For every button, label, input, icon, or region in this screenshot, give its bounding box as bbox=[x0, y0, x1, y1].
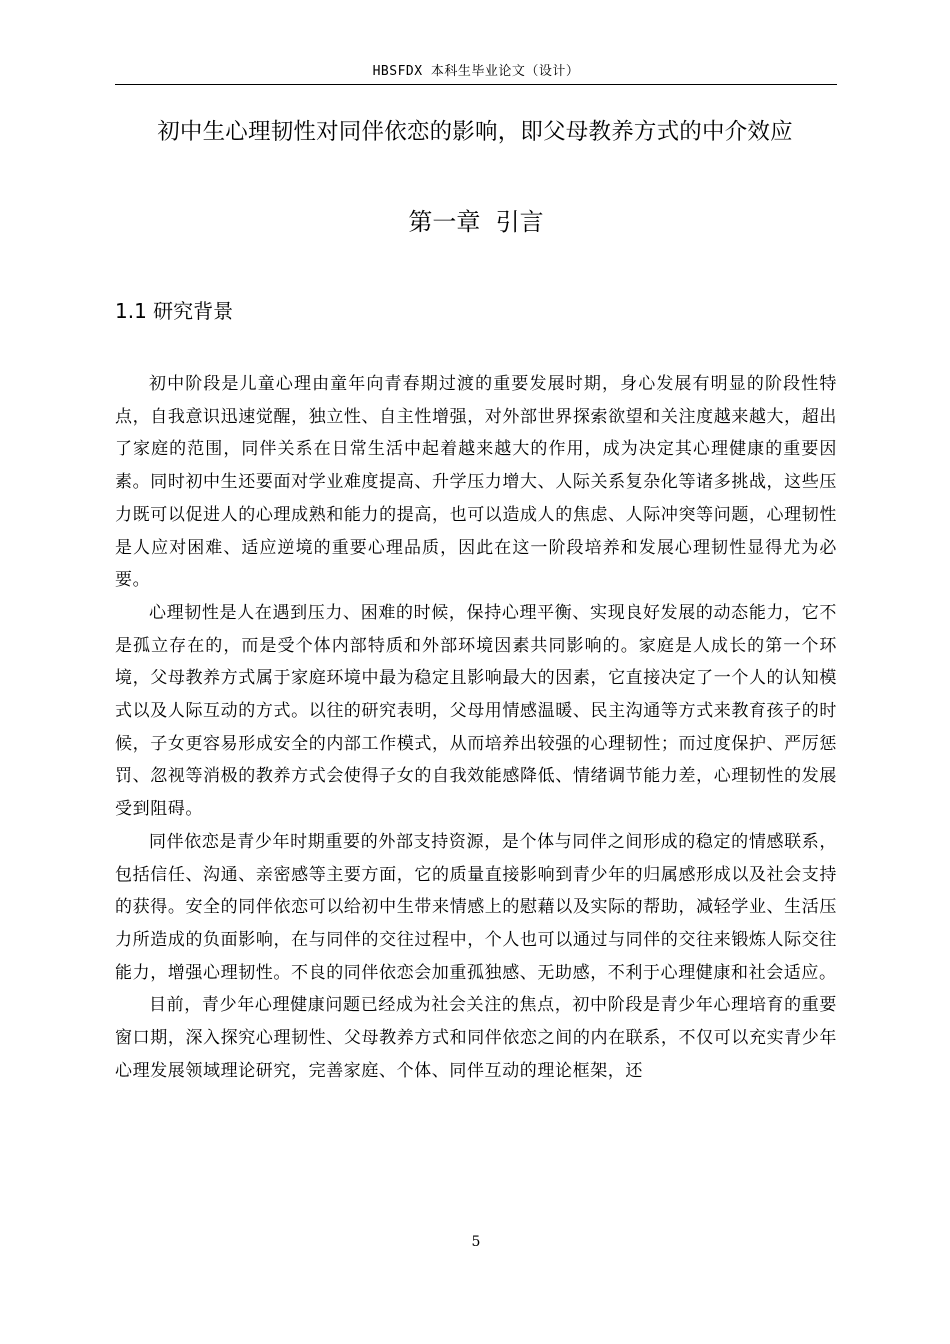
section-heading: 1.1 研究背景 bbox=[115, 299, 234, 323]
page-number: 5 bbox=[471, 1234, 481, 1250]
paragraph-2: 心理韧性是人在遇到压力、困难的时候，保持心理平衡、实现良好发展的动态能力，它不是孤立存在的，而是受个体内部特质和外部环境因素共同影响的。家庭是人成长的第一个环境，父母教养方式属于家庭环境中最为稳定且影响最大的因素，它直接决定了一个人的认知模式以及人际互动的方式。以往的研究表明，父母用情感温暖、民主沟通等方式来教育孩子的时候，子女更容易形成安全的内部工作模式，从而培养出较强的心理韧性；而过度保护、严厉惩罚、忽视等消极的教养方式会使得子女的自我效能感降低、情绪调节能力差，心理韧性的发展受到阻碍。 bbox=[115, 602, 837, 820]
chapter-title: 第一章 引言 bbox=[408, 208, 544, 236]
paragraph-1: 初中阶段是儿童心理由童年向青春期过渡的重要发展时期，身心发展有明显的阶段性特点，自我意识迅速觉醒，独立性、自主性增强，对外部世界探索欲望和关注度越来越大，超出了家庭的范围，同伴关系在日常生活中起着越来越大的作用，成为决定其心理健康的重要因素。同时初中生还要面对学业难度提高、升学压力增大、人际关系复杂化等诸多挑战，这些压力既可以促进人的心理成熟和能力的提高，也可以造成人的焦虑、人际冲突等问题，心理韧性是人应对困难、适应逆境的重要心理品质，因此在这一阶段培养和发展心理韧性显得尤为必要。 bbox=[115, 374, 837, 591]
thesis-title: 初中生心理韧性对同伴依恋的影响，即父母教养方式的中介效应 bbox=[157, 119, 793, 145]
paragraph-4: 目前，青少年心理健康问题已经成为社会关注的焦点，初中阶段是青少年心理培育的重要窗口期，深入探究心理韧性、父母教养方式和同伴依恋之间的内在联系，不仅可以充实青少年心理发展领域理论研究，完善家庭、个体、同伴互动的理论框架，还 bbox=[115, 995, 837, 1081]
header-rule bbox=[115, 84, 837, 85]
running-header: HBSFDX 本科生毕业论文（设计） bbox=[372, 64, 580, 79]
body-text bbox=[115, 368, 837, 1087]
paragraph-3: 同伴依恋是青少年时期重要的外部支持资源，是个体与同伴之间形成的稳定的情感联系，包括信任、沟通、亲密感等主要方面，它的质量直接影响到青少年的归属感形成以及社会支持的获得。安全的同伴依恋可以给初中生带来情感上的慰藉以及实际的帮助，减轻学业、生活压力所造成的负面影响，在与同伴的交往过程中，个人也可以通过与同伴的交往来锻炼人际交往能力，增强心理韧性。不良的同伴依恋会加重孤独感、无助感，不利于心理健康和社会适应。 bbox=[115, 831, 837, 983]
